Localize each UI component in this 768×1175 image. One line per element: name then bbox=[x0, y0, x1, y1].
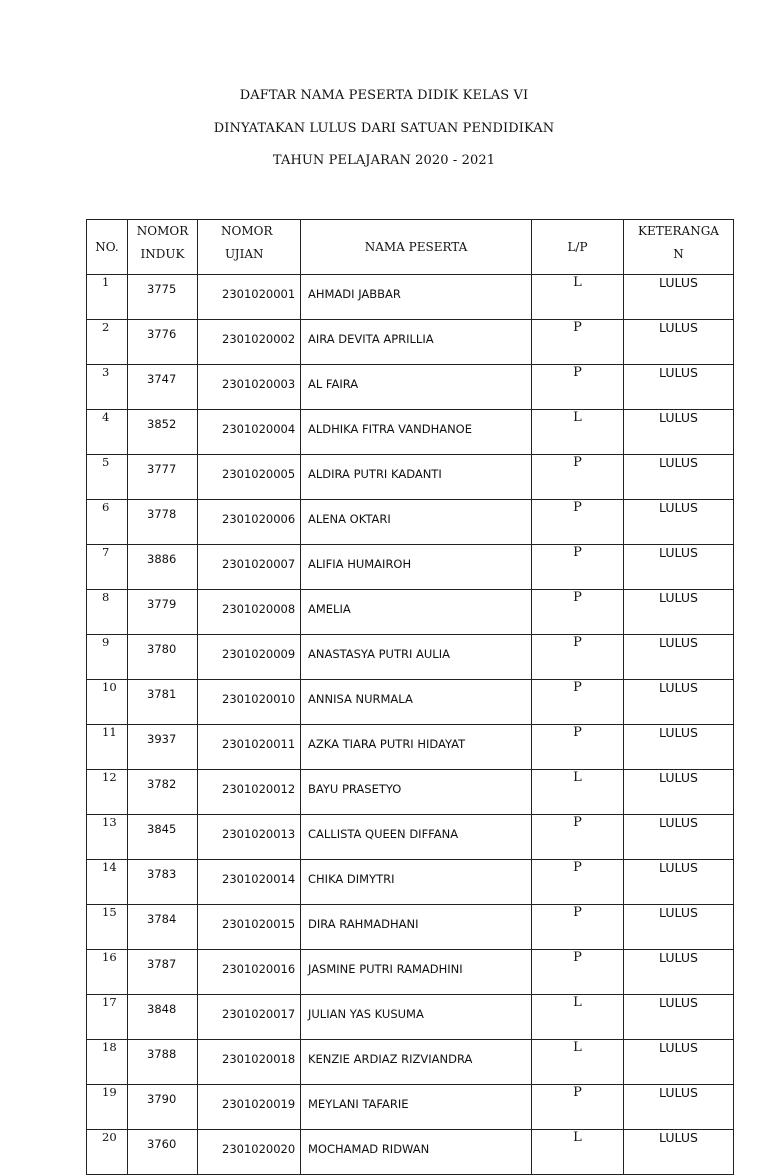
table-row bbox=[87, 995, 734, 1040]
header-keterangan-line-2: N bbox=[673, 247, 684, 261]
table-row bbox=[87, 860, 734, 905]
cell-nama-peserta: JULIAN YAS KUSUMA bbox=[301, 995, 532, 1040]
cell-nama-peserta: KENZIE ARDIAZ RIZVIANDRA bbox=[301, 1040, 532, 1085]
cell-keterangan: LULUS bbox=[624, 320, 734, 365]
cell-no: 2 bbox=[87, 320, 128, 365]
cell-nama-peserta: AZKA TIARA PUTRI HIDAYAT bbox=[301, 725, 532, 770]
cell-no: 9 bbox=[87, 635, 128, 680]
cell-nomor-ujian: 2301020012 bbox=[198, 770, 301, 815]
cell-keterangan: LULUS bbox=[624, 275, 734, 320]
cell-nomor-ujian: 2301020009 bbox=[198, 635, 301, 680]
cell-nomor-induk: 3937 bbox=[128, 725, 198, 770]
header-nomor-induk bbox=[128, 220, 198, 275]
cell-nomor-induk: 3784 bbox=[128, 905, 198, 950]
cell-lp: L bbox=[532, 275, 624, 320]
cell-nomor-ujian: 2301020011 bbox=[198, 725, 301, 770]
cell-no: 12 bbox=[87, 770, 128, 815]
cell-nomor-ujian: 2301020020 bbox=[198, 1130, 301, 1175]
cell-nomor-ujian: 2301020007 bbox=[198, 545, 301, 590]
cell-nomor-ujian: 2301020014 bbox=[198, 860, 301, 905]
cell-no: 20 bbox=[87, 1130, 128, 1175]
table-row bbox=[87, 1130, 734, 1175]
cell-nama-peserta: ALIFIA HUMAIROH bbox=[301, 545, 532, 590]
cell-nama-peserta: AL FAIRA bbox=[301, 365, 532, 410]
cell-nama-peserta: MOCHAMAD RIDWAN bbox=[301, 1130, 532, 1175]
cell-keterangan: LULUS bbox=[624, 770, 734, 815]
cell-no: 5 bbox=[87, 455, 128, 500]
header-keterangan-line-1: KETERANGA bbox=[638, 224, 719, 238]
students-table-container bbox=[86, 219, 734, 1175]
header-no: NO. bbox=[87, 220, 128, 275]
header-nomor-induk-line-2: INDUK bbox=[140, 247, 185, 261]
cell-nomor-ujian: 2301020010 bbox=[198, 680, 301, 725]
cell-nama-peserta: AMELIA bbox=[301, 590, 532, 635]
cell-nomor-induk: 3778 bbox=[128, 500, 198, 545]
cell-no: 16 bbox=[87, 950, 128, 995]
cell-nomor-ujian: 2301020002 bbox=[198, 320, 301, 365]
cell-nama-peserta: CALLISTA QUEEN DIFFANA bbox=[301, 815, 532, 860]
document-title-line-2: DINYATAKAN LULUS DARI SATUAN PENDIDIKAN bbox=[213, 121, 555, 136]
cell-nomor-induk: 3775 bbox=[128, 275, 198, 320]
cell-lp: P bbox=[532, 725, 624, 770]
cell-nomor-ujian: 2301020019 bbox=[198, 1085, 301, 1130]
cell-nama-peserta: AHMADI JABBAR bbox=[301, 275, 532, 320]
cell-lp: P bbox=[532, 365, 624, 410]
table-row bbox=[87, 1040, 734, 1085]
cell-nama-peserta: JASMINE PUTRI RAMADHINI bbox=[301, 950, 532, 995]
cell-keterangan: LULUS bbox=[624, 1130, 734, 1175]
cell-keterangan: LULUS bbox=[624, 950, 734, 995]
table-row bbox=[87, 635, 734, 680]
cell-keterangan: LULUS bbox=[624, 545, 734, 590]
table-row bbox=[87, 815, 734, 860]
cell-nama-peserta: BAYU PRASETYO bbox=[301, 770, 532, 815]
table-row bbox=[87, 455, 734, 500]
cell-lp: P bbox=[532, 1085, 624, 1130]
cell-keterangan: LULUS bbox=[624, 365, 734, 410]
cell-nomor-induk: 3782 bbox=[128, 770, 198, 815]
cell-nomor-ujian: 2301020001 bbox=[198, 275, 301, 320]
table-row bbox=[87, 770, 734, 815]
header-nomor-ujian-line-2: UJIAN bbox=[225, 247, 264, 261]
cell-nomor-induk: 3852 bbox=[128, 410, 198, 455]
cell-lp: L bbox=[532, 770, 624, 815]
header-lp: L/P bbox=[532, 220, 624, 275]
cell-no: 14 bbox=[87, 860, 128, 905]
table-row bbox=[87, 1085, 734, 1130]
cell-nama-peserta: MEYLANI TAFARIE bbox=[301, 1085, 532, 1130]
cell-keterangan: LULUS bbox=[624, 995, 734, 1040]
cell-keterangan: LULUS bbox=[624, 1040, 734, 1085]
cell-nama-peserta: ALENA OKTARI bbox=[301, 500, 532, 545]
cell-nama-peserta: ALDHIKA FITRA VANDHANOE bbox=[301, 410, 532, 455]
cell-nomor-ujian: 2301020018 bbox=[198, 1040, 301, 1085]
cell-keterangan: LULUS bbox=[624, 1085, 734, 1130]
cell-nama-peserta: ALDIRA PUTRI KADANTI bbox=[301, 455, 532, 500]
cell-nomor-ujian: 2301020003 bbox=[198, 365, 301, 410]
header-keterangan bbox=[624, 220, 734, 275]
cell-no: 3 bbox=[87, 365, 128, 410]
cell-nomor-ujian: 2301020016 bbox=[198, 950, 301, 995]
cell-nomor-ujian: 2301020017 bbox=[198, 995, 301, 1040]
table-row bbox=[87, 365, 734, 410]
table-row bbox=[87, 590, 734, 635]
cell-no: 18 bbox=[87, 1040, 128, 1085]
cell-nomor-ujian: 2301020008 bbox=[198, 590, 301, 635]
cell-nama-peserta: AIRA DEVITA APRILLIA bbox=[301, 320, 532, 365]
cell-keterangan: LULUS bbox=[624, 635, 734, 680]
cell-lp: P bbox=[532, 905, 624, 950]
cell-nomor-ujian: 2301020006 bbox=[198, 500, 301, 545]
cell-no: 7 bbox=[87, 545, 128, 590]
cell-lp: L bbox=[532, 1130, 624, 1175]
document-title-line-1: DAFTAR NAMA PESERTA DIDIK KELAS VI bbox=[239, 88, 529, 103]
cell-lp: P bbox=[532, 320, 624, 365]
cell-nomor-induk: 3781 bbox=[128, 680, 198, 725]
cell-keterangan: LULUS bbox=[624, 500, 734, 545]
cell-nomor-induk: 3747 bbox=[128, 365, 198, 410]
cell-lp: P bbox=[532, 815, 624, 860]
table-row bbox=[87, 905, 734, 950]
cell-nomor-induk: 3788 bbox=[128, 1040, 198, 1085]
cell-nomor-induk: 3845 bbox=[128, 815, 198, 860]
cell-keterangan: LULUS bbox=[624, 590, 734, 635]
cell-keterangan: LULUS bbox=[624, 860, 734, 905]
cell-keterangan: LULUS bbox=[624, 905, 734, 950]
cell-lp: P bbox=[532, 635, 624, 680]
cell-keterangan: LULUS bbox=[624, 680, 734, 725]
cell-nama-peserta: CHIKA DIMYTRI bbox=[301, 860, 532, 905]
cell-no: 13 bbox=[87, 815, 128, 860]
cell-nomor-induk: 3790 bbox=[128, 1085, 198, 1130]
cell-nomor-induk: 3780 bbox=[128, 635, 198, 680]
cell-keterangan: LULUS bbox=[624, 410, 734, 455]
cell-keterangan: LULUS bbox=[624, 725, 734, 770]
cell-no: 6 bbox=[87, 500, 128, 545]
cell-nama-peserta: DIRA RAHMADHANI bbox=[301, 905, 532, 950]
table-row bbox=[87, 320, 734, 365]
table-row bbox=[87, 410, 734, 455]
cell-nama-peserta: ANNISA NURMALA bbox=[301, 680, 532, 725]
cell-nomor-induk: 3783 bbox=[128, 860, 198, 905]
cell-no: 17 bbox=[87, 995, 128, 1040]
table-row bbox=[87, 545, 734, 590]
table-row bbox=[87, 950, 734, 995]
cell-no: 11 bbox=[87, 725, 128, 770]
cell-no: 4 bbox=[87, 410, 128, 455]
cell-nomor-induk: 3760 bbox=[128, 1130, 198, 1175]
cell-lp: L bbox=[532, 1040, 624, 1085]
cell-lp: P bbox=[532, 500, 624, 545]
cell-no: 19 bbox=[87, 1085, 128, 1130]
cell-lp: P bbox=[532, 860, 624, 905]
header-nama-peserta: NAMA PESERTA bbox=[301, 220, 532, 275]
cell-no: 10 bbox=[87, 680, 128, 725]
cell-nomor-induk: 3848 bbox=[128, 995, 198, 1040]
table-row bbox=[87, 275, 734, 320]
cell-lp: P bbox=[532, 455, 624, 500]
cell-nomor-ujian: 2301020013 bbox=[198, 815, 301, 860]
cell-no: 1 bbox=[87, 275, 128, 320]
table-row bbox=[87, 500, 734, 545]
document-title-line-3: TAHUN PELAJARAN 2020 - 2021 bbox=[272, 153, 496, 168]
cell-lp: P bbox=[532, 590, 624, 635]
cell-lp: L bbox=[532, 410, 624, 455]
cell-no: 15 bbox=[87, 905, 128, 950]
cell-lp: P bbox=[532, 680, 624, 725]
header-nomor-induk-line-1: NOMOR bbox=[136, 224, 189, 238]
header-nomor-ujian bbox=[198, 220, 301, 275]
cell-nama-peserta: ANASTASYA PUTRI AULIA bbox=[301, 635, 532, 680]
table-row bbox=[87, 680, 734, 725]
cell-keterangan: LULUS bbox=[624, 455, 734, 500]
cell-nomor-ujian: 2301020004 bbox=[198, 410, 301, 455]
cell-nomor-induk: 3779 bbox=[128, 590, 198, 635]
students-table bbox=[86, 219, 734, 1175]
cell-nomor-induk: 3777 bbox=[128, 455, 198, 500]
table-row bbox=[87, 725, 734, 770]
cell-keterangan: LULUS bbox=[624, 815, 734, 860]
cell-nomor-induk: 3776 bbox=[128, 320, 198, 365]
table-header-row bbox=[87, 220, 734, 275]
cell-nomor-ujian: 2301020005 bbox=[198, 455, 301, 500]
cell-lp: L bbox=[532, 995, 624, 1040]
cell-lp: P bbox=[532, 545, 624, 590]
cell-nomor-ujian: 2301020015 bbox=[198, 905, 301, 950]
cell-nomor-induk: 3886 bbox=[128, 545, 198, 590]
header-nomor-ujian-line-1: NOMOR bbox=[221, 224, 273, 238]
cell-nomor-induk: 3787 bbox=[128, 950, 198, 995]
cell-lp: P bbox=[532, 950, 624, 995]
cell-no: 8 bbox=[87, 590, 128, 635]
